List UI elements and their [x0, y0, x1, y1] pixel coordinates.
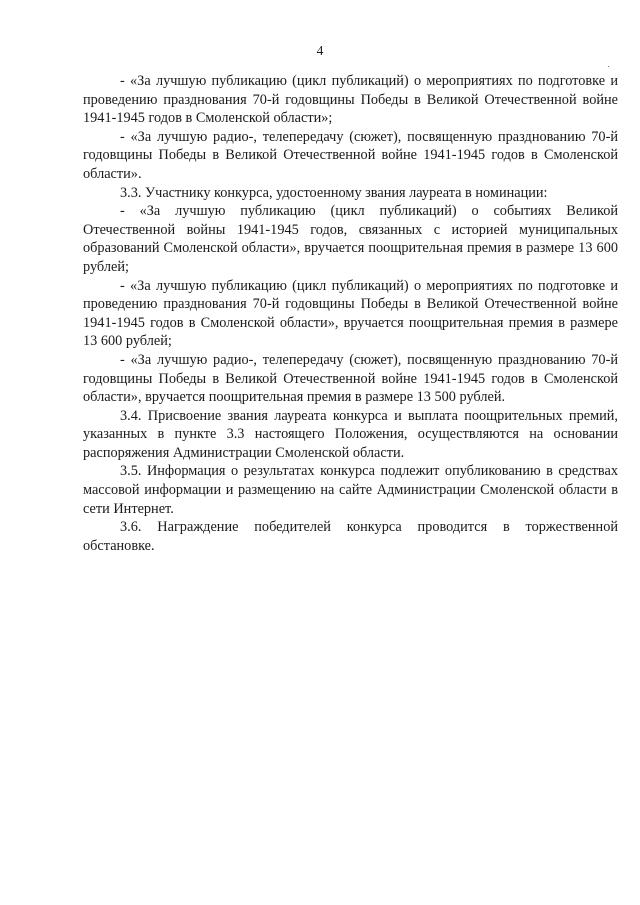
document-body [83, 72, 618, 555]
scan-artifact [608, 66, 609, 67]
paragraph-prize-history-publication: - «За лучшую публикацию (цикл публикаций) о событиях Великой Отечественной войны 1941-1945 годов, связанных с историей муниципальных образований Смоленской области», вручается поощрительная премия в размере 13 600 рублей; [83, 203, 618, 275]
paragraph-nomination-radio-tv: - «За лучшую радио-, телепередачу (сюжет), посвященную празднованию 70-й годовщины Победы в Великой Отечественной войне 1941-1945 годов в Смоленской области». [83, 128, 618, 182]
paragraph-clause-3-4: 3.4. Присвоение звания лауреата конкурса и выплата поощрительных премий, указанных в пункте 3.3 настоящего Положения, осуществляются на основании распоряжения Администрации Смоленской области. [83, 407, 618, 461]
paragraph-nomination-publication: - «За лучшую публикацию (цикл публикаций) о мероприятиях по подготовке и проведению празднования 70-й годовщины Победы в Великой Отечественной войне 1941-1945 годов в Смоленской области»; [83, 73, 618, 127]
paragraph-clause-3-5: 3.5. Информация о результатах конкурса подлежит опубликованию в средствах массовой информации и размещению на сайте Администрации Смоленской области в сети Интернет. [83, 463, 618, 517]
paragraph-clause-3-3: 3.3. Участнику конкурса, удостоенному звания лауреата в номинации: [120, 184, 548, 201]
paragraph-prize-events-publication: - «За лучшую публикацию (цикл публикаций) о мероприятиях по подготовке и проведению празднования 70-й годовщины Победы в Великой Отечественной войне 1941-1945 годов в Смоленской области», вручается поощрительная премия в размере 13 600 рублей; [83, 277, 618, 350]
paragraph-clause-3-6: 3.6. Награждение победителей конкурса проводится в торжественной обстановке. [83, 519, 618, 554]
page-number: 4 [316, 43, 324, 58]
paragraph-prize-radio-tv: - «За лучшую радио-, телепередачу (сюжет), посвященную празднованию 70-й годовщины Победы в Великой Отечественной войне 1941-1945 годов в Смоленской области», вручается поощрительная премия в размере 13 500 рублей. [83, 351, 618, 406]
